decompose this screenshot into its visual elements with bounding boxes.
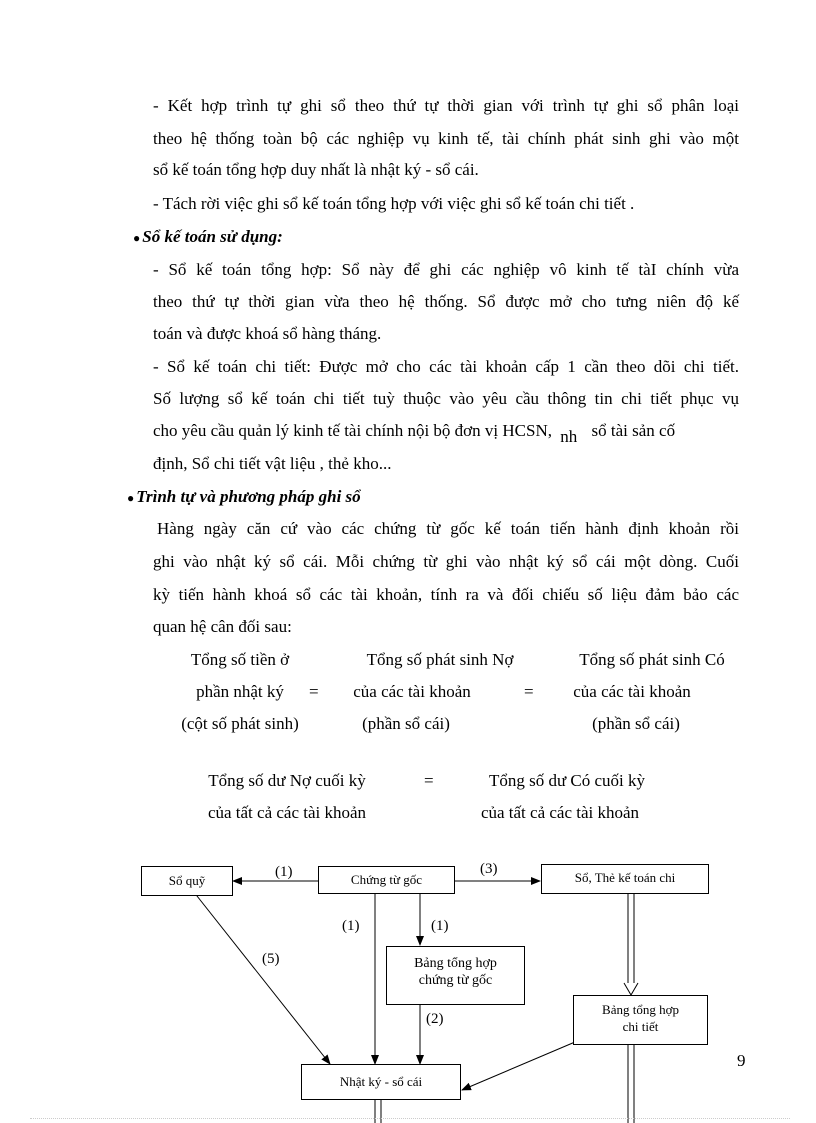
box-so-the-chi-tiet: Sổ, Thẻ kế toán chi [541,864,709,894]
paragraph-line: ghi vào nhật ký sổ cái. Mỗi chứng từ ghi vào nhật ký sổ cái một dòng. Cuối [153,552,739,571]
box-nhat-ky-so-cai: Nhật ký - sổ cái [301,1064,461,1100]
paragraph-line: - Kết hợp trình tự ghi sổ theo thứ tự thời gian với trình tự ghi sổ phân loại [153,96,739,115]
diagram-label: (1) [431,918,449,934]
diagram-label: (1) [342,918,360,934]
box-bang-tong-hop-ctg [386,946,525,1005]
arrow-btct-nhat-ky [462,1042,575,1090]
formula-text: Tổng số phát sinh Có [579,650,725,669]
paragraph-line: - Sổ kế toán chi tiết: Được mở cho các tài khoản cấp 1 cần theo dõi chi tiết. [153,357,739,376]
box-so-quy: Sổ quỹ [141,866,233,896]
paragraph-line: theo thứ tự thời gian vừa theo hệ thống. Sổ được mở cho tưng niên độ kế [153,292,739,311]
bullet-icon: ● [133,231,141,245]
paragraph-line: - Tách rời việc ghi sổ kế toán tổng hợp với việc ghi sổ kế toán chi tiết . [153,194,635,213]
formula-text: của các tài khoản [573,682,691,701]
formula-text: Tổng số dư Nợ cuối kỳ [208,771,366,790]
box-text: Bảng tổng hợp [602,1002,679,1017]
box-chung-tu-goc: Chứng từ gốc [318,866,455,894]
paragraph-line: định, Sổ chi tiết vật liệu , thẻ kho... [153,454,392,473]
bullet-icon: ● [127,491,135,505]
paragraph-line: kỳ tiến hành khoá sổ các tài khoản, tính ra và đối chiếu số liệu đảm bảo các [153,585,739,604]
formula-text: (cột số phát sinh) [181,714,299,733]
paragraph-line: - Sổ kế toán tổng hợp: Sổ này để ghi các nghiệp vô kinh tế tàI chính vừa [153,260,739,279]
formula-text: Tổng số tiền ở [190,650,290,669]
formula-text: Tổng số dư Có cuối kỳ [488,771,646,790]
text-run: nh [560,427,578,446]
equals-sign: = [424,771,434,790]
formula-text: Tổng số phát sinh Nợ [366,650,514,669]
diagram-label: (3) [480,861,498,877]
formula-text: của tất cả các tài khoản [207,803,367,822]
paragraph-line: sổ kế toán tổng hợp duy nhất là nhật ký - sổ cái. [153,160,479,179]
box-bang-tong-hop-chi-tiet [573,995,708,1045]
heading-text: Sổ kế toán sử dụng: [142,227,283,246]
equals-sign: = [524,682,534,701]
diagram-label: (1) [275,864,293,880]
equals-sign: = [309,682,319,701]
heading-text: Trình tự và phương pháp ghi sổ [136,487,361,506]
box-text: chi tiết [622,1019,659,1034]
box-text: chứng từ gốc [418,973,493,988]
text-run: sổ tài sản cố [591,421,676,440]
formula-text: của các tài khoản [353,682,471,701]
paragraph-line: quan hệ cân đối sau: [153,617,292,636]
paragraph-line: theo hệ thống toàn bộ các nghiệp vụ kinh tế, tài chính phát sinh ghi vào một [153,129,739,148]
arrow-so-quy-nhat-ky [197,896,330,1064]
page-footer-rule [30,1118,790,1120]
formula-text: phần nhật ký [196,682,284,701]
page-number: 9 [737,1051,746,1070]
formula-text: (phần sổ cái) [362,714,450,733]
double-arrow-head [624,983,638,995]
formula-text: của tất cả các tài khoản [480,803,640,822]
diagram-label: (2) [426,1011,444,1027]
paragraph-line: Số lượng sổ kế toán chi tiết tuỳ thuộc vào yêu cầu thông tin chi tiết phục vụ [153,389,739,408]
formula-text: (phần sổ cái) [592,714,680,733]
paragraph-line: toán và được khoá sổ hàng tháng. [153,324,382,343]
box-text: Bảng tổng hợp [414,956,497,971]
diagram-label: (5) [262,951,280,967]
text-run: cho yêu cầu quản lý kinh tế tài chính nội bộ đơn vị HCSN, [153,421,552,440]
paragraph-line: Hàng ngày căn cứ vào các chứng từ gốc kế toán tiến hành định khoản rồi [157,519,739,538]
